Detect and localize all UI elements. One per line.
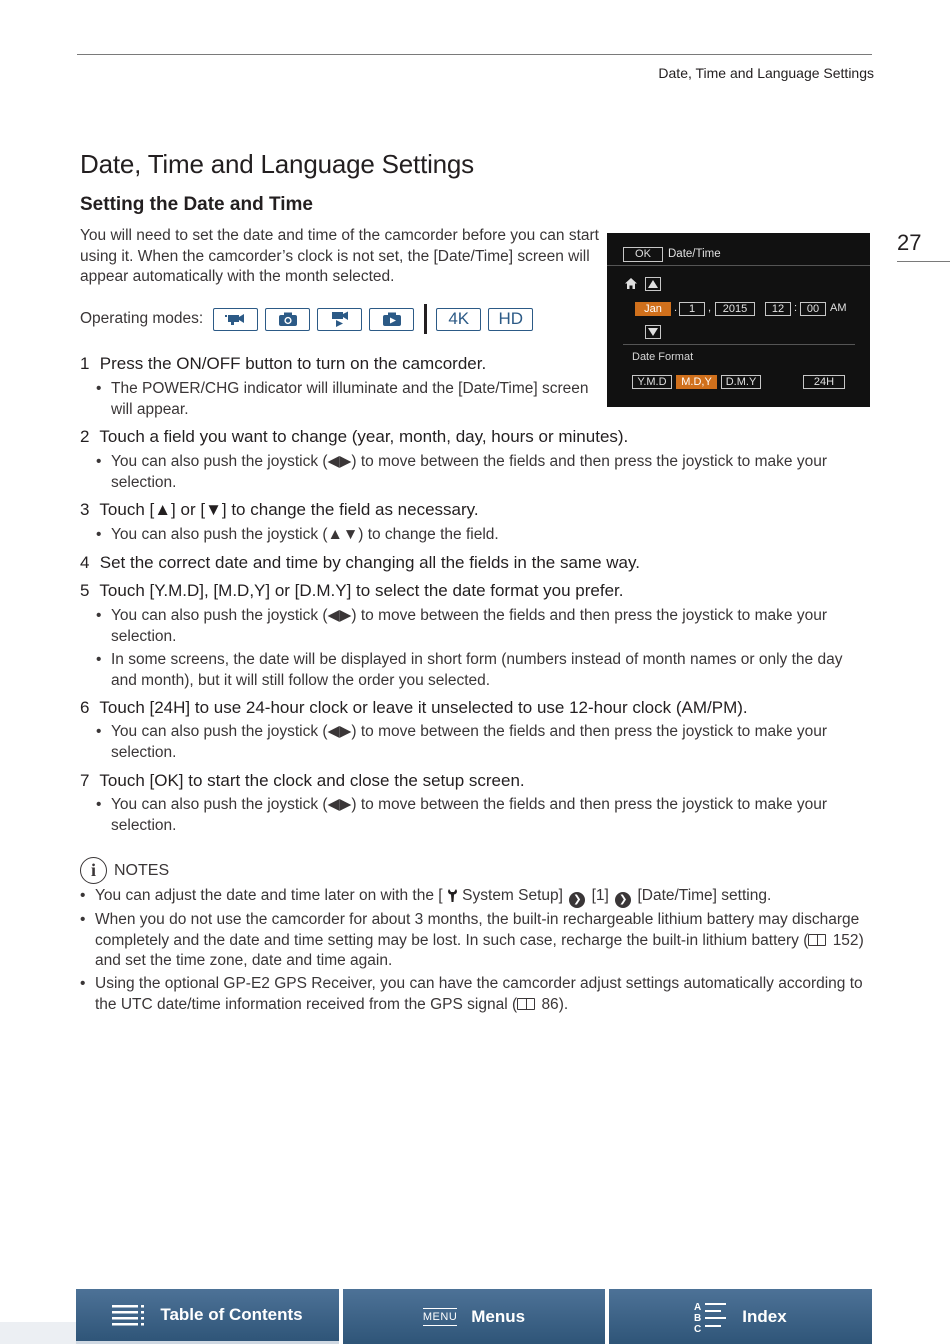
menu-icon-text: MENU xyxy=(423,1308,457,1326)
menus-button[interactable] xyxy=(343,1289,605,1344)
index-button[interactable] xyxy=(609,1289,872,1344)
section-title: Date, Time and Language Settings xyxy=(80,149,474,179)
note-text: ) and set the time zone, date and time again. xyxy=(95,931,864,969)
step-number: 5 xyxy=(80,581,90,600)
screen-24h-toggle: 24H xyxy=(803,375,845,389)
movie-camera-icon xyxy=(213,308,258,331)
note-text: ). xyxy=(558,995,569,1013)
index-label: Index xyxy=(742,1306,787,1326)
screen-time-separator: : xyxy=(794,302,798,314)
step-text: Touch [OK] to start the clock and close the setup screen. xyxy=(99,771,525,790)
note-text: You can adjust the date and time later on with the [ xyxy=(95,887,443,904)
chevron-right-icon: ❯ xyxy=(569,892,585,908)
step-text: Touch [▲] or [▼] to change the field as necessary. xyxy=(99,500,479,519)
step-bullet: • You can also push the joystick (◀▶) to move between the fields and then press the joystick to make your selection. xyxy=(96,606,871,647)
page-reference-link[interactable]: 86 xyxy=(541,995,559,1013)
screen-date-format-label: Date Format xyxy=(632,351,694,363)
step-text: Touch [Y.M.D], [M.D,Y] or [D.M.Y] to select the date format you prefer. xyxy=(99,581,624,600)
bullet-text: You can also push the joystick (◀▶) to move between the fields and then press the joystick to make your selection. xyxy=(111,453,827,491)
section-subtitle: Setting the Date and Time xyxy=(80,194,313,215)
wrench-icon xyxy=(443,887,463,904)
mode-separator xyxy=(424,304,427,334)
footer-strip xyxy=(0,1322,76,1344)
note-text: [1] xyxy=(591,887,609,904)
screen-day-field: 1 xyxy=(679,302,705,316)
step-text: Touch a field you want to change (year, month, day, hours or minutes). xyxy=(99,427,629,446)
step-number: 4 xyxy=(80,553,90,572)
table-of-contents-button[interactable] xyxy=(76,1289,339,1344)
bullet-text: You can also push the joystick (◀▶) to move between the fields and then press the joystick to make your selection. xyxy=(111,796,827,834)
operating-modes xyxy=(80,304,540,334)
step-7 xyxy=(80,770,525,792)
step-bullet: • You can also push the joystick (◀▶) to move between the fields and then press the joystick to make your selection. xyxy=(96,795,871,836)
screen-format-mdy: M.D,Y xyxy=(676,375,717,389)
screen-ampm: AM xyxy=(830,302,847,314)
step-bullet: • You can also push the joystick (▲▼) to change the field. xyxy=(96,525,871,546)
screen-date-separator: , xyxy=(708,302,712,314)
menu-icon xyxy=(423,1308,457,1326)
format-4k-badge xyxy=(436,308,481,331)
step-5 xyxy=(80,580,623,602)
step-bullet: • The POWER/CHG indicator will illuminate and the [Date/Time] screen will appear. xyxy=(96,379,602,420)
format-4k-text: 4K xyxy=(448,309,470,328)
step-4 xyxy=(80,552,640,574)
note-text: [Date/Time] setting. xyxy=(637,887,772,904)
bullet-text: In some screens, the date will be displayed in short form (numbers instead of month names or only the day and month), but it will still follow the order you selected. xyxy=(111,651,843,689)
step-bullet: • You can also push the joystick (◀▶) to move between the fields and then press the joystick to make your selection. xyxy=(96,452,871,493)
note-item: • You can adjust the date and time later on with the [ System Setup] ❯ [1] ❯ [Date/Time] setting. xyxy=(80,886,875,908)
movie-playback-icon xyxy=(317,308,362,331)
screen-up-arrow-icon xyxy=(645,277,661,291)
step-number: 3 xyxy=(80,500,90,519)
step-text: Press the ON/OFF button to turn on the camcorder. xyxy=(99,354,487,373)
notes-header xyxy=(80,857,169,884)
screen-hour-field: 12 xyxy=(765,302,791,316)
screen-date-separator: . xyxy=(674,302,678,314)
step-number: 2 xyxy=(80,427,90,446)
info-icon: i xyxy=(80,857,107,884)
screen-month-field: Jan xyxy=(635,302,671,316)
table-of-contents-label: Table of Contents xyxy=(160,1305,303,1324)
screen-title: Date/Time xyxy=(668,248,721,260)
date-time-screen xyxy=(607,233,870,407)
bullet-text: You can also push the joystick (▲▼) to change the field. xyxy=(111,526,499,543)
list-icon xyxy=(112,1304,146,1326)
book-icon xyxy=(517,998,535,1010)
note-text: When you do not use the camcorder for about 3 months, the built-in rechargeable lithium battery may discharge completely and the date and time setting may be lost. In such case, recharge the built-in lithium battery ( xyxy=(95,911,860,949)
screen-down-arrow-icon xyxy=(645,325,661,339)
svg-text:A: A xyxy=(694,1301,702,1313)
page-number: 27 xyxy=(897,230,922,255)
note-text: Using the optional GP-E2 GPS Receiver, you can have the camcorder adjust settings automatically according to the UTC date/time information received from the GPS signal ( xyxy=(95,975,863,1013)
chevron-right-icon: ❯ xyxy=(615,892,631,908)
abc-index-icon xyxy=(694,1300,728,1334)
step-number: 1 xyxy=(80,354,90,373)
step-number: 6 xyxy=(80,698,90,717)
screen-divider xyxy=(623,344,855,345)
screen-minute-field: 00 xyxy=(800,302,826,316)
step-3 xyxy=(80,499,479,521)
screen-ok-button: OK xyxy=(623,247,663,262)
operating-modes-label: Operating modes: xyxy=(80,310,204,327)
top-rule xyxy=(77,54,872,55)
bullet-text: You can also push the joystick (◀▶) to move between the fields and then press the joystick to make your selection. xyxy=(111,607,827,645)
page-number-rule xyxy=(897,261,950,262)
step-text: Touch [24H] to use 24-hour clock or leave it unselected to use 12-hour clock (AM/PM). xyxy=(99,698,748,717)
screen-format-dmy: D.M.Y xyxy=(721,375,761,389)
home-icon xyxy=(625,278,637,292)
book-icon xyxy=(808,934,826,946)
screen-year-field: 2015 xyxy=(715,302,755,316)
running-header: Date, Time and Language Settings xyxy=(658,65,874,81)
screen-format-ymd: Y.M.D xyxy=(632,375,672,389)
svg-text:C: C xyxy=(694,1323,702,1334)
notes-title: NOTES xyxy=(114,861,170,879)
step-bullet: • In some screens, the date will be displayed in short form (numbers instead of month names or only the day and month), but it will still follow the order you selected. xyxy=(96,650,871,691)
bullet-text: You can also push the joystick (◀▶) to move between the fields and then press the joystick to make your selection. xyxy=(111,723,827,761)
step-number: 7 xyxy=(80,771,90,790)
photo-playback-icon xyxy=(369,308,414,331)
format-hd-badge xyxy=(488,308,533,331)
step-text: Set the correct date and time by changing all the fields in the same way. xyxy=(99,553,640,572)
format-hd-text: HD xyxy=(498,309,523,328)
step-1 xyxy=(80,353,486,375)
note-text: System Setup] xyxy=(462,887,563,904)
step-2 xyxy=(80,426,628,448)
menus-label: Menus xyxy=(471,1306,526,1326)
note-item: • When you do not use the camcorder for about 3 months, the built-in rechargeable lithium battery may discharge completely and the date and time setting may be lost. In such case, recharge the built-in lithium battery ( 152) and set the time zone, date and time again. xyxy=(80,911,864,969)
step-bullet: • You can also push the joystick (◀▶) to move between the fields and then press the joystick to make your selection. xyxy=(96,722,871,763)
page-reference-link[interactable]: 152 xyxy=(832,931,859,949)
photo-camera-icon xyxy=(265,308,310,331)
svg-text:B: B xyxy=(694,1312,702,1324)
step-6 xyxy=(80,697,748,719)
screen-divider xyxy=(607,265,870,266)
note-item: • Using the optional GP-E2 GPS Receiver, you can have the camcorder adjust settings automatically according to the UTC date/time information received from the GPS signal ( 86). xyxy=(80,975,863,1013)
intro-paragraph: You will need to set the date and time of the camcorder before you can start using it. When the camcorder’s clock is not set, the [Date/Time] screen will appear automatically with the month selected. xyxy=(80,227,599,285)
bullet-text: The POWER/CHG indicator will illuminate and the [Date/Time] screen will appear. xyxy=(111,380,589,418)
